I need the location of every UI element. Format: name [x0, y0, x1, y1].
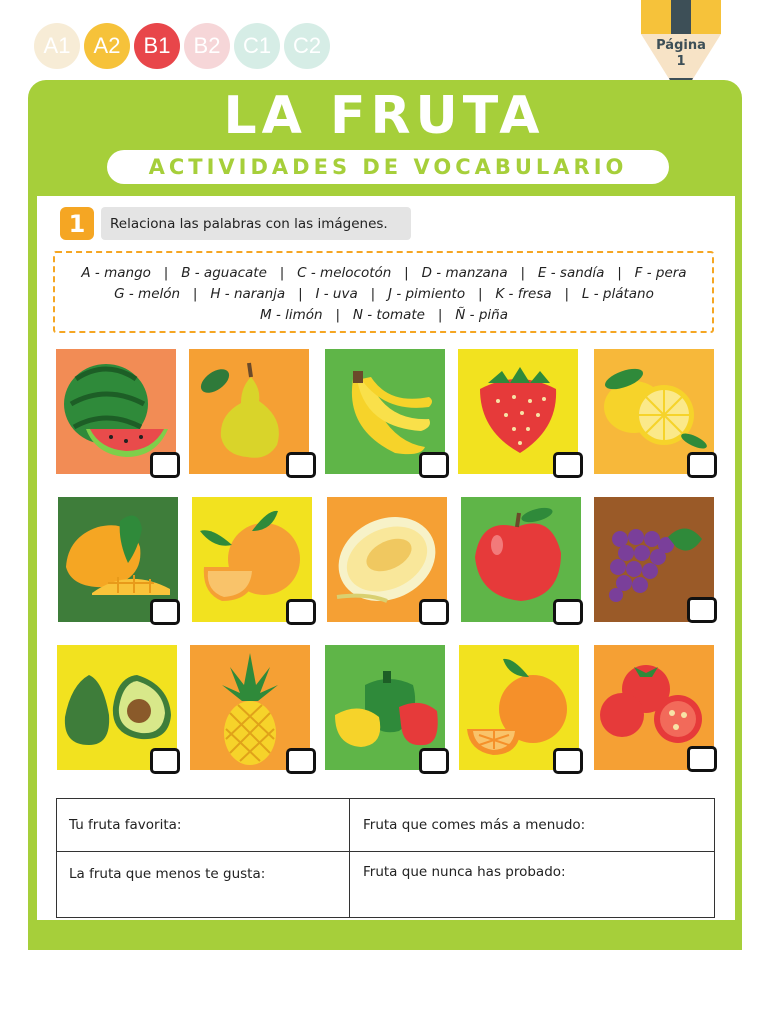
exercise-number-badge: 1 — [60, 207, 94, 240]
level-b1-badge: B1 — [134, 23, 180, 69]
exercise-instruction: Relaciona las palabras con las imágenes. — [101, 207, 411, 240]
level-badges — [34, 23, 330, 69]
page-label: Página — [656, 38, 706, 53]
answer-box-3[interactable] — [419, 452, 449, 478]
page-title: LA FRUTA — [223, 86, 545, 146]
subtitle-pill — [107, 150, 669, 184]
table-column-divider — [349, 799, 350, 917]
answer-box-4[interactable] — [553, 452, 583, 478]
answer-box-7[interactable] — [286, 599, 316, 625]
question-most-eaten-fruit: Fruta que comes más a menudo: — [363, 817, 586, 833]
level-b2-badge: B2 — [184, 23, 230, 69]
question-least-liked-fruit: La fruta que menos te gusta: — [69, 866, 266, 882]
answer-box-1[interactable] — [150, 452, 180, 478]
level-c1-badge: C1 — [234, 23, 280, 69]
answer-box-9[interactable] — [553, 599, 583, 625]
page-subtitle: ACTIVIDADES DE VOCABULARIO — [148, 155, 628, 179]
answer-box-11[interactable] — [150, 748, 180, 774]
page-number: 1 — [676, 54, 686, 69]
level-c2-badge: C2 — [284, 23, 330, 69]
vocabulary-line-3: M - limón | N - tomate | Ñ - piña — [260, 307, 508, 323]
level-a1-badge: A1 — [34, 23, 80, 69]
answer-box-10[interactable] — [687, 597, 717, 623]
answer-box-6[interactable] — [150, 599, 180, 625]
question-favorite-fruit: Tu fruta favorita: — [69, 817, 182, 833]
question-never-tried-fruit: Fruta que nunca has probado: — [363, 864, 566, 880]
level-a2-badge: A2 — [84, 23, 130, 69]
answer-box-8[interactable] — [419, 599, 449, 625]
answer-box-12[interactable] — [286, 748, 316, 774]
answer-box-14[interactable] — [553, 748, 583, 774]
vocabulary-line-2: G - melón | H - naranja | I - uva | J - pimiento | K - fresa | L - plátano — [114, 286, 654, 302]
questions-table — [56, 798, 715, 918]
answer-box-15[interactable] — [687, 746, 717, 772]
answer-box-5[interactable] — [687, 452, 717, 478]
table-row-divider — [57, 851, 714, 852]
page-number-label — [641, 38, 721, 70]
answer-box-13[interactable] — [419, 748, 449, 774]
answer-box-2[interactable] — [286, 452, 316, 478]
vocabulary-line-1: A - mango | B - aguacate | C - melocotón | D - manzana | E - sandía | F - pera — [81, 265, 687, 281]
